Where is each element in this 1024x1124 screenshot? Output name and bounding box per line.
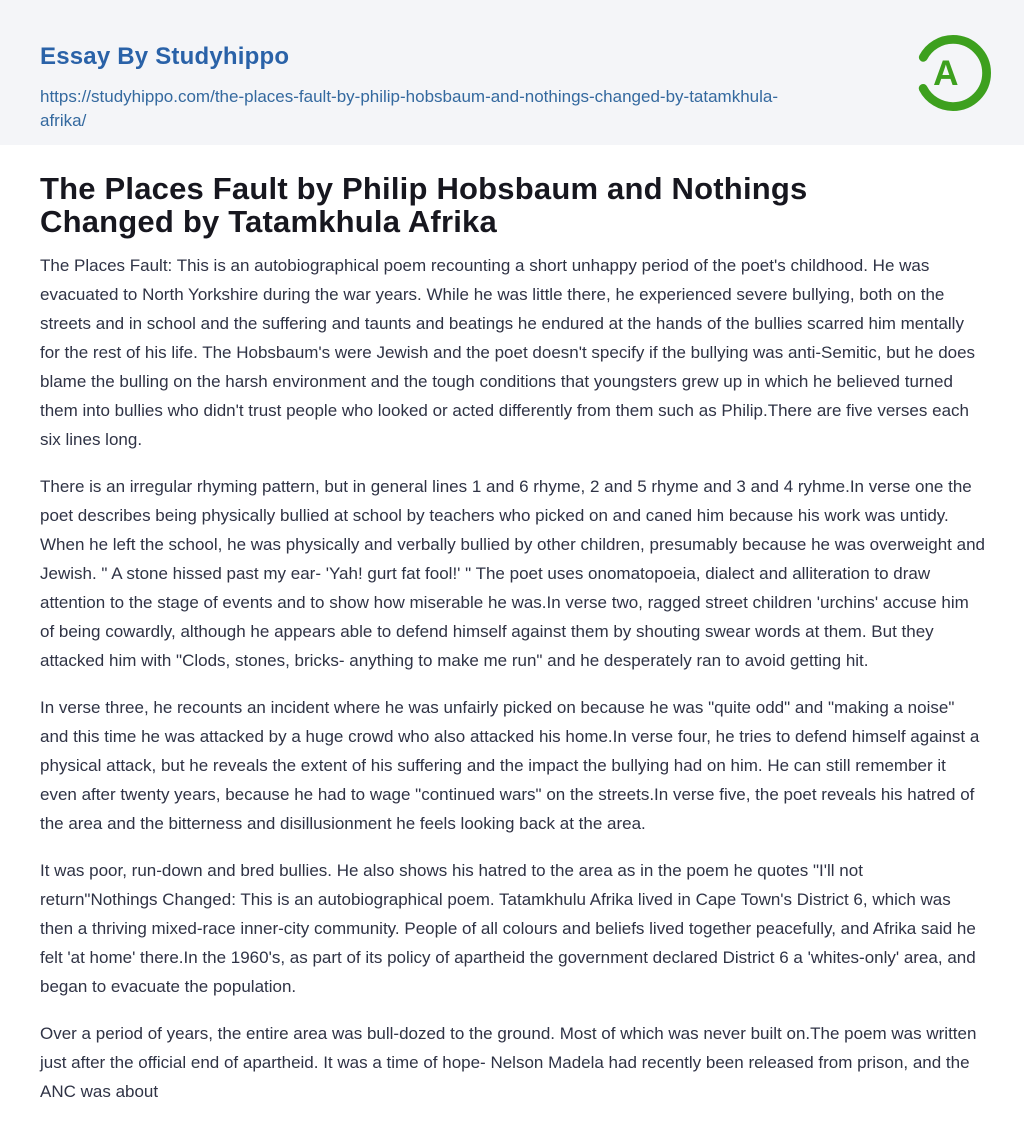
logo-ring-icon (913, 33, 993, 113)
article-paragraph: In verse three, he recounts an incident where he was unfairly picked on because he was "quite odd" and "making a noise" and this time he was attacked by a huge crowd who also attacked his home.In verse four, he tries to defend himself against a physical attack, but he reveals the extent of his suffering and the impact the bullying had on him. He can still remember it even after twenty years, because he had to wage "continued wars" on the streets.In verse five, the poet reveals his hatred of the area and the bitterness and disillusionment he feels looking back at the area. (40, 698, 980, 833)
article-paragraph: There is an irregular rhyming pattern, but in general lines 1 and 6 rhyme, 2 and 5 rhyme and 3 and 4 ryhme.In verse one the poet describes being physically bullied at school by teachers who picked on and caned him because his work was untidy. When he left the school, he was physically and verbally bullied by other children, presumably because he was overweight and Jewish. " A stone hissed past my ear- 'Yah! gurt fat fool!' " The poet uses onomatopoeia, dialect and alliteration to draw attention to the stage of events and to show how miserable he was.In verse two, ragged street children 'urchins' accuse him of being cowardly, although he appears able to defend himself against them by shouting swear words at them. But they attacked him with "Clods, stones, bricks- anything to make me run" and he desperately ran to avoid getting hit. (40, 477, 985, 670)
article-body (40, 251, 985, 1106)
article-title: The Places Fault by Philip Hobsbaum and Nothings Changed by Tatamkhula Afrika (40, 171, 808, 239)
studyhippo-logo (913, 33, 993, 113)
article-content (0, 145, 1024, 1106)
site-label: Essay By Studyhippo (40, 43, 290, 70)
article-paragraph: Over a period of years, the entire area was bull-dozed to the ground. Most of which was never built on.The poem was written just after the official end of apartheid. It was a time of hope- Nelson Madela had recently been released from prison, and the ANC was about (40, 1024, 977, 1101)
article-paragraph: The Places Fault: This is an autobiographical poem recounting a short unhappy period of the poet's childhood. He was evacuated to North Yorkshire during the war years. While he was little there, he experienced severe bullying, both on the streets and in school and the suffering and taunts and beatings he endured at the hands of the bullies scarred him mentally for the rest of his life. The Hobsbaum's were Jewish and the poet doesn't specify if the bullying was anti-Semitic, but he does blame the bulling on the harsh environment and the tough conditions that youngsters grew up in which he believed turned them into bullies who didn't trust people who looked or acted differently from them such as Philip.There are five verses each six lines long. (40, 256, 976, 449)
logo-letter: A (933, 54, 959, 93)
article-paragraph: It was poor, run-down and bred bullies. He also shows his hatred to the area as in the poem he quotes "I'll not return"Nothings Changed: This is an autobiographical poem. Tatamkhulu Afrika lived in Cape Town's District 6, which was then a thriving mixed-race inner-city community. People of all colours and beliefs lived together peacefully, and Afrika said he felt 'at home' there.In the 1960's, as part of its policy of apartheid the government declared District 6 a 'whites-only' area, and began to evacuate the population. (40, 861, 976, 996)
page-header (0, 0, 1024, 145)
page-url-link[interactable]: https://studyhippo.com/the-places-fault-by-philip-hobsbaum-and-nothings-changed-by-tatamkhula-afrika/ (40, 87, 779, 130)
